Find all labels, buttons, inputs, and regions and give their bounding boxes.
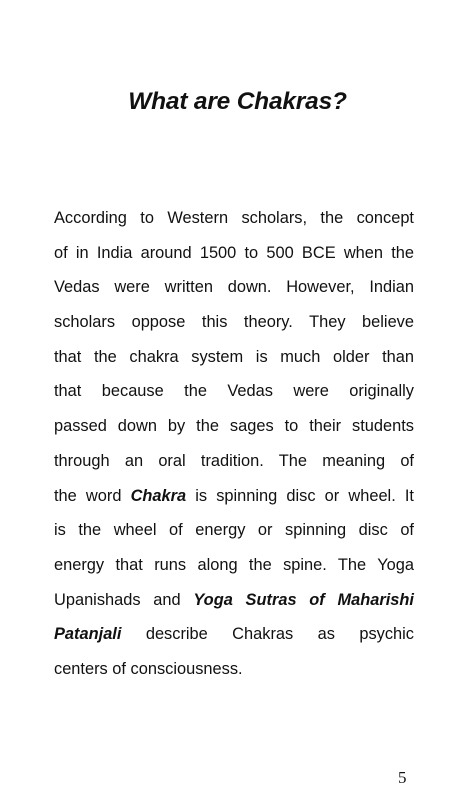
text-line	[54, 617, 414, 652]
text-line	[54, 270, 414, 305]
text-run: of in India around 1500 to 500 BCE when the	[54, 243, 414, 262]
text-line	[54, 236, 414, 271]
text-run: that the chakra system is much older than	[54, 347, 414, 366]
text-run: that because the Vedas were originally	[54, 382, 414, 401]
text-run: Upanishads and	[54, 590, 194, 609]
text-run: Vedas were written down. However, Indian	[54, 278, 414, 297]
body-paragraph	[54, 201, 414, 687]
emphasis-chakra: Chakra	[130, 486, 187, 505]
text-run: the word	[54, 486, 131, 505]
text-line	[54, 409, 414, 444]
text-run: According to Western scholars, the concept	[54, 209, 414, 227]
text-run: describe Chakras as psychic	[121, 625, 414, 644]
chapter-title: What are Chakras?	[128, 88, 347, 115]
text-line	[54, 305, 414, 340]
page-number: 5	[398, 768, 407, 787]
text-line	[54, 548, 414, 583]
text-line	[54, 444, 414, 479]
text-line	[54, 583, 414, 618]
text-line	[54, 652, 414, 687]
text-run: energy that runs along the spine. The Yoga	[54, 555, 414, 574]
text-run: through an oral tradition. The meaning of	[54, 451, 414, 470]
text-run: centers of consciousness.	[54, 659, 243, 678]
emphasis-patanjali: Patanjali	[54, 625, 122, 644]
text-run: passed down by the sages to their students	[54, 417, 414, 436]
text-line	[54, 340, 414, 375]
text-line	[54, 201, 414, 236]
text-line	[54, 374, 414, 409]
text-run: is spinning disc or wheel. It	[186, 486, 414, 505]
text-run: scholars oppose this theory. They believe	[54, 313, 414, 332]
emphasis-yoga-sutras: Yoga Sutras of Maharishi	[193, 590, 414, 609]
text-run: is the wheel of energy or spinning disc of	[54, 521, 414, 540]
text-line	[54, 479, 414, 514]
text-line	[54, 513, 414, 548]
